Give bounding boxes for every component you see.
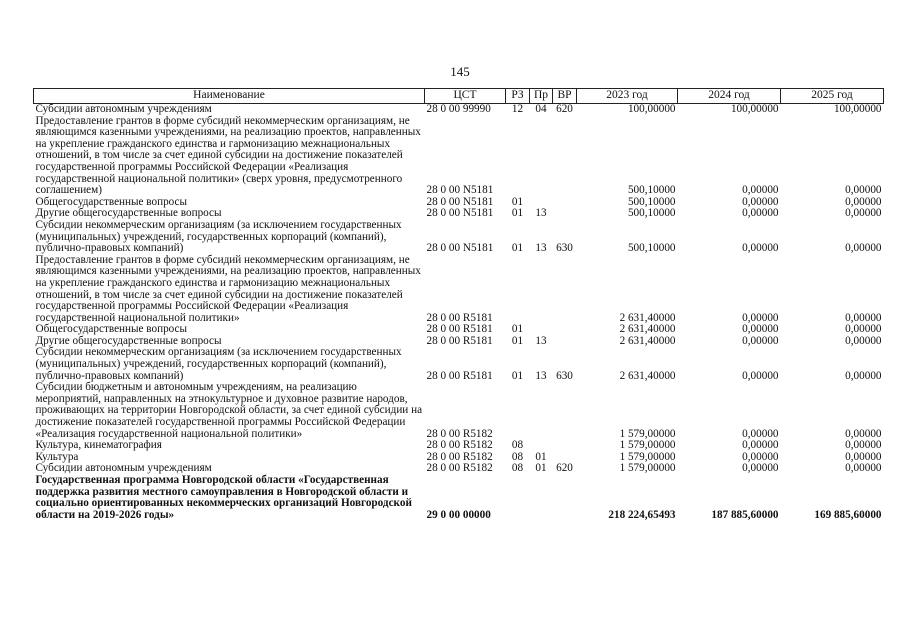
row-name: Субсидии автономным учреждениям (35, 462, 212, 475)
row-pr: 13 (535, 334, 547, 347)
row-value-2024: 0,00000 (742, 462, 779, 475)
row-name: Общегосударственные вопросы (35, 195, 188, 208)
row-value-2023: 500,10000 (627, 184, 676, 197)
row-vr (553, 197, 577, 209)
row-value-2023: 1 579,00000 (619, 427, 676, 440)
row-value-2024: 0,00000 (742, 369, 779, 382)
row-value-2025: 0,00000 (845, 369, 882, 382)
page-number: 145 (450, 64, 470, 79)
row-vr (553, 208, 577, 220)
row-vr (553, 475, 577, 521)
table-row (34, 116, 884, 197)
row-value-2023: 2 631,40000 (619, 334, 676, 347)
row-value-2024: 187 885,60000 (711, 508, 779, 521)
row-pr (530, 475, 553, 521)
row-value-2023: 500,10000 (627, 195, 676, 208)
row-value-2023: 2 631,40000 (619, 311, 676, 324)
row-value-2024: 0,00000 (742, 242, 779, 255)
header-pr: Пр (530, 89, 553, 104)
row-value-2025: 0,00000 (845, 242, 882, 255)
row-vr (553, 116, 577, 197)
row-cst: 28 0 00 R5182 (426, 439, 493, 452)
row-pr (530, 116, 553, 197)
row-rz: 08 (511, 439, 524, 452)
row-rz: 01 (511, 323, 524, 336)
row-value-2024: 0,00000 (742, 311, 779, 324)
row-name: Культура (35, 450, 79, 463)
row-value-2024: 0,00000 (742, 323, 779, 336)
row-value-2025: 0,00000 (845, 184, 882, 197)
row-cst: 28 0 00 N5181 (426, 207, 494, 220)
row-value-2025: 0,00000 (845, 311, 882, 324)
row-rz: 01 (511, 207, 524, 220)
row-value-2025: 0,00000 (845, 195, 882, 208)
row-pr (530, 255, 553, 325)
row-value-2025: 169 885,60000 (814, 508, 882, 521)
row-name: Общегосударственные вопросы (35, 323, 188, 336)
row-value-2025: 0,00000 (845, 450, 882, 463)
row-cst: 28 0 00 R5181 (426, 323, 493, 336)
row-name: Другие общегосударственные вопросы (35, 207, 222, 220)
row-value-2023: 2 631,40000 (619, 369, 676, 382)
row-cst: 28 0 00 N5181 (426, 184, 494, 197)
row-value-2023: 1 579,00000 (619, 439, 676, 452)
row-pr: 04 (535, 103, 547, 115)
row-cst: 28 0 00 R5181 (426, 369, 493, 382)
row-vr: 620 (556, 103, 573, 115)
row-rz: 01 (511, 242, 524, 255)
row-vr: 620 (556, 462, 573, 475)
table-row (34, 255, 884, 325)
row-value-2025: 0,00000 (845, 427, 882, 440)
row-value-2025: 0,00000 (845, 462, 882, 475)
row-cst: 28 0 00 R5182 (426, 462, 493, 475)
row-pr: 01 (535, 450, 547, 463)
row-vr (553, 324, 577, 336)
row-pr: 13 (535, 369, 547, 382)
row-value-2024: 0,00000 (742, 427, 779, 440)
row-cst: 28 0 00 R5181 (426, 334, 493, 347)
row-name: Субсидии автономным учреждениям (35, 103, 212, 115)
row-cst: 28 0 00 N5181 (426, 242, 494, 255)
row-rz (506, 255, 530, 325)
row-value-2023: 500,10000 (627, 207, 676, 220)
row-value-2025: 0,00000 (845, 439, 882, 452)
row-value-2024: 0,00000 (742, 439, 779, 452)
row-value-2025: 100,00000 (833, 103, 882, 115)
row-pr: 13 (535, 242, 547, 255)
row-rz: 01 (511, 334, 524, 347)
row-name: Субсидии бюджетным и автономным учреждениям, на реализацию мероприятий, направленных на этнокультурное и духовное развитие народов, проживающих на территории Новгородской области, за счет единой субсидии на достижение показателей государственной программы Российской Федерации «Реализация государственной национальной политики» (35, 381, 423, 440)
row-cst: 28 0 00 R5181 (426, 311, 493, 324)
row-pr: 13 (535, 207, 547, 220)
header-2023: 2023 год (577, 89, 678, 104)
row-rz (506, 116, 530, 197)
row-value-2023: 100,00000 (627, 103, 676, 115)
row-value-2023: 2 631,40000 (619, 323, 676, 336)
header-2024: 2024 год (678, 89, 781, 104)
row-vr: 630 (556, 242, 573, 255)
header-cst: ЦСТ (425, 89, 506, 104)
row-value-2024: 0,00000 (742, 207, 779, 220)
table-header-row (34, 89, 884, 104)
row-rz: 08 (511, 450, 524, 463)
budget-table (33, 88, 884, 521)
row-cst: 29 0 00 00000 (426, 508, 491, 521)
row-value-2024: 0,00000 (742, 184, 779, 197)
row-vr: 630 (556, 369, 573, 382)
header-vr: ВР (553, 89, 577, 104)
header-name: Наименование (34, 89, 425, 104)
row-value-2024: 100,00000 (730, 103, 779, 115)
row-vr (553, 382, 577, 440)
row-name: Субсидии некоммерческим организациям (за исключением государственных (муниципальных) учреждений, государственных корпораций (компаний), публично-правовых компаний) (35, 218, 402, 255)
row-name: Предоставление грантов в форме субсидий некоммерческим организациям, не являющимся казенными учреждениями, на реализацию проектов, направленных на укрепление гражданского единства и гармонизацию межнациональных отношений, в том числе за счет единой субсидии на достижение показателей государственной программы Российской Федерации «Реализация государственной национальной политики» (35, 253, 421, 324)
row-pr (530, 382, 553, 440)
table-row (34, 104, 884, 116)
row-value-2023: 1 579,00000 (619, 462, 676, 475)
row-vr (553, 336, 577, 348)
row-value-2023: 218 224,65493 (608, 508, 676, 521)
row-value-2024: 0,00000 (742, 450, 779, 463)
row-name: Государственная программа Новгородской области «Государственная поддержка развития местного самоуправления в Новгородской области и социально ориентированных некоммерческих организаций Новгородской области на 2019-2026 годы» (35, 474, 412, 521)
table-row (34, 382, 884, 440)
row-value-2025: 0,00000 (845, 334, 882, 347)
header-rz: РЗ (506, 89, 530, 104)
table-row (34, 220, 884, 255)
row-name: Культура, кинематография (35, 439, 162, 452)
table-row (34, 475, 884, 521)
row-name: Субсидии некоммерческим организациям (за исключением государственных (муниципальных) учреждений, государственных корпораций (компаний), публично-правовых компаний) (35, 346, 402, 382)
row-rz (506, 475, 530, 521)
row-value-2024: 0,00000 (742, 334, 779, 347)
row-cst: 28 0 00 99990 (426, 103, 491, 115)
row-cst: 28 0 00 N5181 (426, 195, 494, 208)
row-rz: 12 (511, 103, 524, 115)
table-body (34, 104, 884, 522)
header-2025: 2025 год (781, 89, 884, 104)
row-vr (553, 440, 577, 452)
row-rz: 01 (511, 195, 524, 208)
table-row (34, 347, 884, 382)
row-value-2025: 0,00000 (845, 323, 882, 336)
row-rz (506, 382, 530, 440)
row-value-2023: 1 579,00000 (619, 450, 676, 463)
row-rz: 01 (511, 369, 524, 382)
row-cst: 28 0 00 R5182 (426, 427, 493, 440)
row-value-2023: 500,10000 (627, 242, 676, 255)
row-name: Предоставление грантов в форме субсидий некоммерческим организациям, не являющимся казенными учреждениями, на реализацию проектов, направленных на укрепление гражданского единства и гармонизацию межнациональных отношений, в том числе за счет единой субсидии на достижение показателей государственной программы Российской Федерации «Реализация государственной национальной политики» (сверх уровня, предусмотренного соглашением) (35, 114, 421, 197)
row-vr (553, 255, 577, 325)
row-value-2025: 0,00000 (845, 207, 882, 220)
row-cst: 28 0 00 R5182 (426, 450, 493, 463)
row-value-2024: 0,00000 (742, 195, 779, 208)
row-pr: 01 (535, 462, 547, 475)
row-name: Другие общегосударственные вопросы (35, 334, 222, 347)
row-rz: 08 (511, 462, 524, 475)
